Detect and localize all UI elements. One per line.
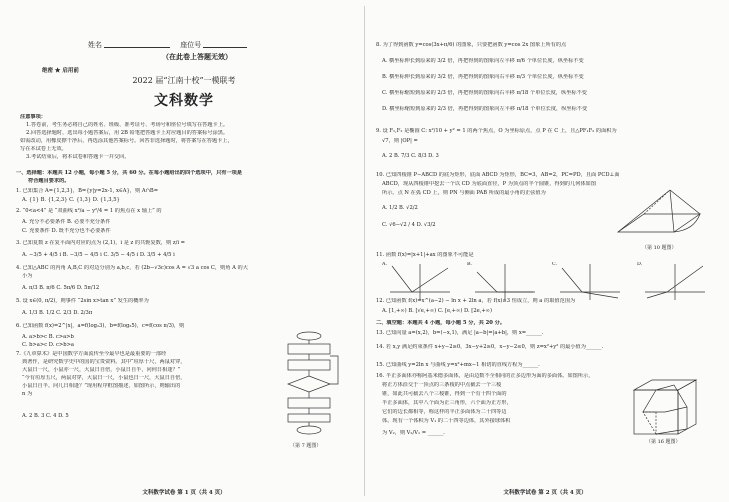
section-1-heading-cont: 符合题目要求的。 [28,178,70,184]
instruction-line: 3.考试结束后，将本试卷和答题卡一并交回。 [26,154,130,160]
question-line: 14. 若 x,y 满足约束条件 x+y−2≥0，3x−y+2≥0，x−y−2≤0，则 z=x²+y² 的最小值为______. [376,344,604,350]
question-line: 体。现有一个体积为 V₁ 的二十四等边体，其外接球体积 [382,418,511,424]
question-line: 7.《九章算术》是中国数学方面流传至今最早也是最重要的一部经 [16,351,167,357]
question-line: ABCD，现从四棱锥中挖去一个以 CD 为底面直径，P 为顶点的半个圆锥，得到的几何体如图 [382,181,596,187]
graph-option-c: C. [552,262,558,267]
question-line: 12. 已知函数 f(x)=x^(a−2) − ln x + 2ln a，若 f(x)≥3 恒成立，则 a 的取值范围为 [376,298,576,304]
question-line: A. −3/5 + 4/5 i B. −3/5 − 4/5 i C. 3/5 − 4/5 i D. 3/5 + 4/5 i [22,252,175,258]
question-line: D. 横坐标缩短到原来的 2/3 倍，再把得到的图象向左平移 π/18 个单位长度，纵坐标不变 [382,106,588,112]
exam-page-2 [372,0,718,502]
question-line: 15. 已知曲线 y=2ln x 与曲线 y=x²+mx−1 相切的直线方程为______. [376,362,540,368]
question-line: A. 2 B. 3 C. 4 D. 5 [22,413,69,419]
seat-label: 座位号 [180,41,202,49]
secret-mark: 绝密 ★ 启用前 [42,68,79,74]
instruction-line: 1.答卷前，考生务必将自己的姓名、班级、准考证号、考场号和座位号填写在答题卡上。 [26,122,229,128]
instruction-line: 写在本试卷上无效。 [20,146,67,152]
question-line: A. 充分不必要条件 B. 必要不充分条件 [22,219,111,225]
question-line: C. 横坐标缩短到原来的 2/3 倍，再把得到的图象向右平移 π/18 个单位长度，纵坐标不变 [382,90,587,96]
question-line: A. 1/2 B. √2/2 [382,205,418,211]
subject-title: 文科数学 [154,93,214,109]
section-1-heading: 一、选择题：本题共 12 小题，每小题 5 分，共 60 分。在每小题给出的四个选项中，只有一项是 [16,170,243,176]
exam-title: 2022 届“江南十校”一模联考 [132,76,236,85]
question-line: 11. 函数 f(x)=|x+1|+ax 的图象不可能是 [376,252,474,258]
question-line: C. √6−√2 / 4 D. √3/2 [382,222,436,228]
question-line: 小鼠日自半。问几日相逢？”现用程序框图描述，如图所示，则输出的 [22,383,181,389]
instructions-title: 注意事项： [20,114,46,120]
question-line: n 为 [22,391,33,397]
graph-option-a: A. [382,262,387,267]
question-line: 8. 为了得到函数 y=cos(3x+π/6) 的图象，只要把函数 y=cos 2x 图象上所有的点 [376,42,567,48]
question-line: 大鼠日一尺，小鼠亦一尺，大鼠日自倍，小鼠日自半，问何日相逢？” [22,367,181,373]
question-line: A. 2 B. 7/3 C. 8/3 D. 3 [382,153,439,159]
page-1-footer: 文科数学试卷 第 1 页（共 4 页） [142,490,226,496]
question-line: “今有垣厚五尺，两鼠对穿，大鼠日一尺，小鼠也日一尺，大鼠日自倍， [22,375,186,381]
question-line: 锥，如此共可截去八个三棱锥，得到一个有十四个面的 [382,391,507,397]
notice-text: （在此卷上答题无效） [162,52,232,61]
graph-option-d: D. [637,262,643,267]
question-line: 6. 已知函数 f(x)=2^|x|，a=f(log₂3)，b=f(log₃5)，c=f(cos π/3)，则 [16,323,185,329]
page-2-footer: 文科数学试卷 第 2 页（共 4 页） [503,490,587,496]
flowchart-figure [274,330,344,440]
question-line: 16. 半正多面体亦称阿基米德多面体，是由边数不全相同的正多边形为面的多面体。如图所示， [376,373,594,379]
question-line: 典著作，是研究数学史中的国的宝贵资料。其中“垣厚十尺，两鼠对穿， [22,359,186,365]
function-graphs [380,262,710,302]
figure-7-caption: （第 7 题图） [290,443,322,449]
question-line: 半正多面体，其中八个面为正三角形，六个面为正方形， [382,400,512,406]
graph-option-b: B. [467,262,473,267]
question-line: 5. 设 x∈(0, π/2)，则事件 “2sin x>tan x” 发生的概率为 [16,298,149,304]
question-line: 所示。点 N 在弧 CD 上，则 PN 与侧面 PAB 所成的最小角的正弦值为 [382,190,546,196]
question-line: A. 横坐标伸长到原来的 3/2 倍，再把得到的图象向左平移 π/6 个单位长度，纵坐标不变 [382,58,584,64]
question-line: 10. 已知四棱锥 P−ABCD 的底为矩形，底面 ABCD 为矩形，BC=3，AB=2，PC=PD，且面 PCD⊥面 [376,172,620,178]
question-line: 它们的边长都相等，称这样的半正多面体为二十四等边 [382,409,507,415]
question-line: √7，则 |OP| = [382,138,418,144]
section-2-heading: 二、填空题：本题共 4 小题，每小题 5 分，共 20 分。 [376,320,506,326]
question-line: C. 充要条件 D. 既不充分也不必要条件 [22,228,111,234]
question-line: 9. 设 F₁,F₂ 是椭圆 C: x²/10 + y² = 1 的两个焦点，O 为坐标原点，点 P 在 C 上，且△PF₁F₂ 的面积为 [376,128,617,134]
question-line: A. {1} B. {1,2,3} C. {1,3} D. {1,3,5} [22,197,120,203]
name-label: 姓名 [88,41,102,49]
question-line: A. π/3 B. π/6 C. 5π/6 D. 5π/12 [22,285,100,291]
page-divider [364,6,365,496]
student-fields [88,40,255,50]
question-line: 2. “0<a<4” 是 “双曲线 x²/a − y²/4 = 1 的焦点在 x 轴上” 的 [16,208,162,214]
instruction-line: 2.回答选择题时，选出每小题答案后，用 2B 铅笔把答题卡上对应题目的答案标号涂黑。 [26,130,229,136]
question-line: 将正方体沿交于一顶点的三条棱的中点截去一个三棱 [382,382,502,388]
question-line: A. [1,+∞) B. [√e,+∞) C. [e,+∞) D. [2e,+∞) [382,308,493,314]
pyramid-figure [610,186,710,242]
name-blank [104,40,170,48]
question-line: 4. 已知△ABC 的内角 A,B,C 的对边分别为 a,b,c，若 (2b−√3c)cos A = √3 a cos C，则角 A 的大 [16,265,248,271]
figure-16-caption: （第 16 题图） [646,439,681,445]
question-line: B. 横坐标伸长到原来的 3/2 倍，再把得到的图象向右平移 π/3 个单位长度，纵坐标不变 [382,74,584,80]
question-line: 3. 已知复数 z 在复平面内对应的点为 (2,1)，i 是 z 的共轭复数，则 z/i = [16,240,186,246]
question-line: 13. 已知向量 a=(x,2)，b=(−x,1)，满足 |a−b|=|a+b|，则 x=______. [376,330,544,336]
question-line: 1. 已知集合 A={1,2,3}，B={y|y=2x-1, x∈A}，则 A∩B= [16,188,159,194]
question-line: A. 1/3 B. 1/2 C. 2/3 D. 2/3π [22,310,93,316]
figure-10-caption: （第 10 题图） [642,245,677,251]
question-line: A. a>b>c B. c>a>b [22,334,74,340]
question-line: C. b>a>c D. c>b>a [22,342,75,348]
cuboctahedron-figure [630,378,712,436]
seat-blank [203,40,247,48]
question-line: 为 V₂，则 V₂/V₁ = ______. [382,430,445,436]
instruction-line: 如需改动，用橡皮擦干净后，再选涂其他答案标号。回答非选择题时，将答案写在答题卡上， [20,138,233,144]
question-line: 小为 [22,273,33,279]
exam-page-1 [12,0,356,502]
